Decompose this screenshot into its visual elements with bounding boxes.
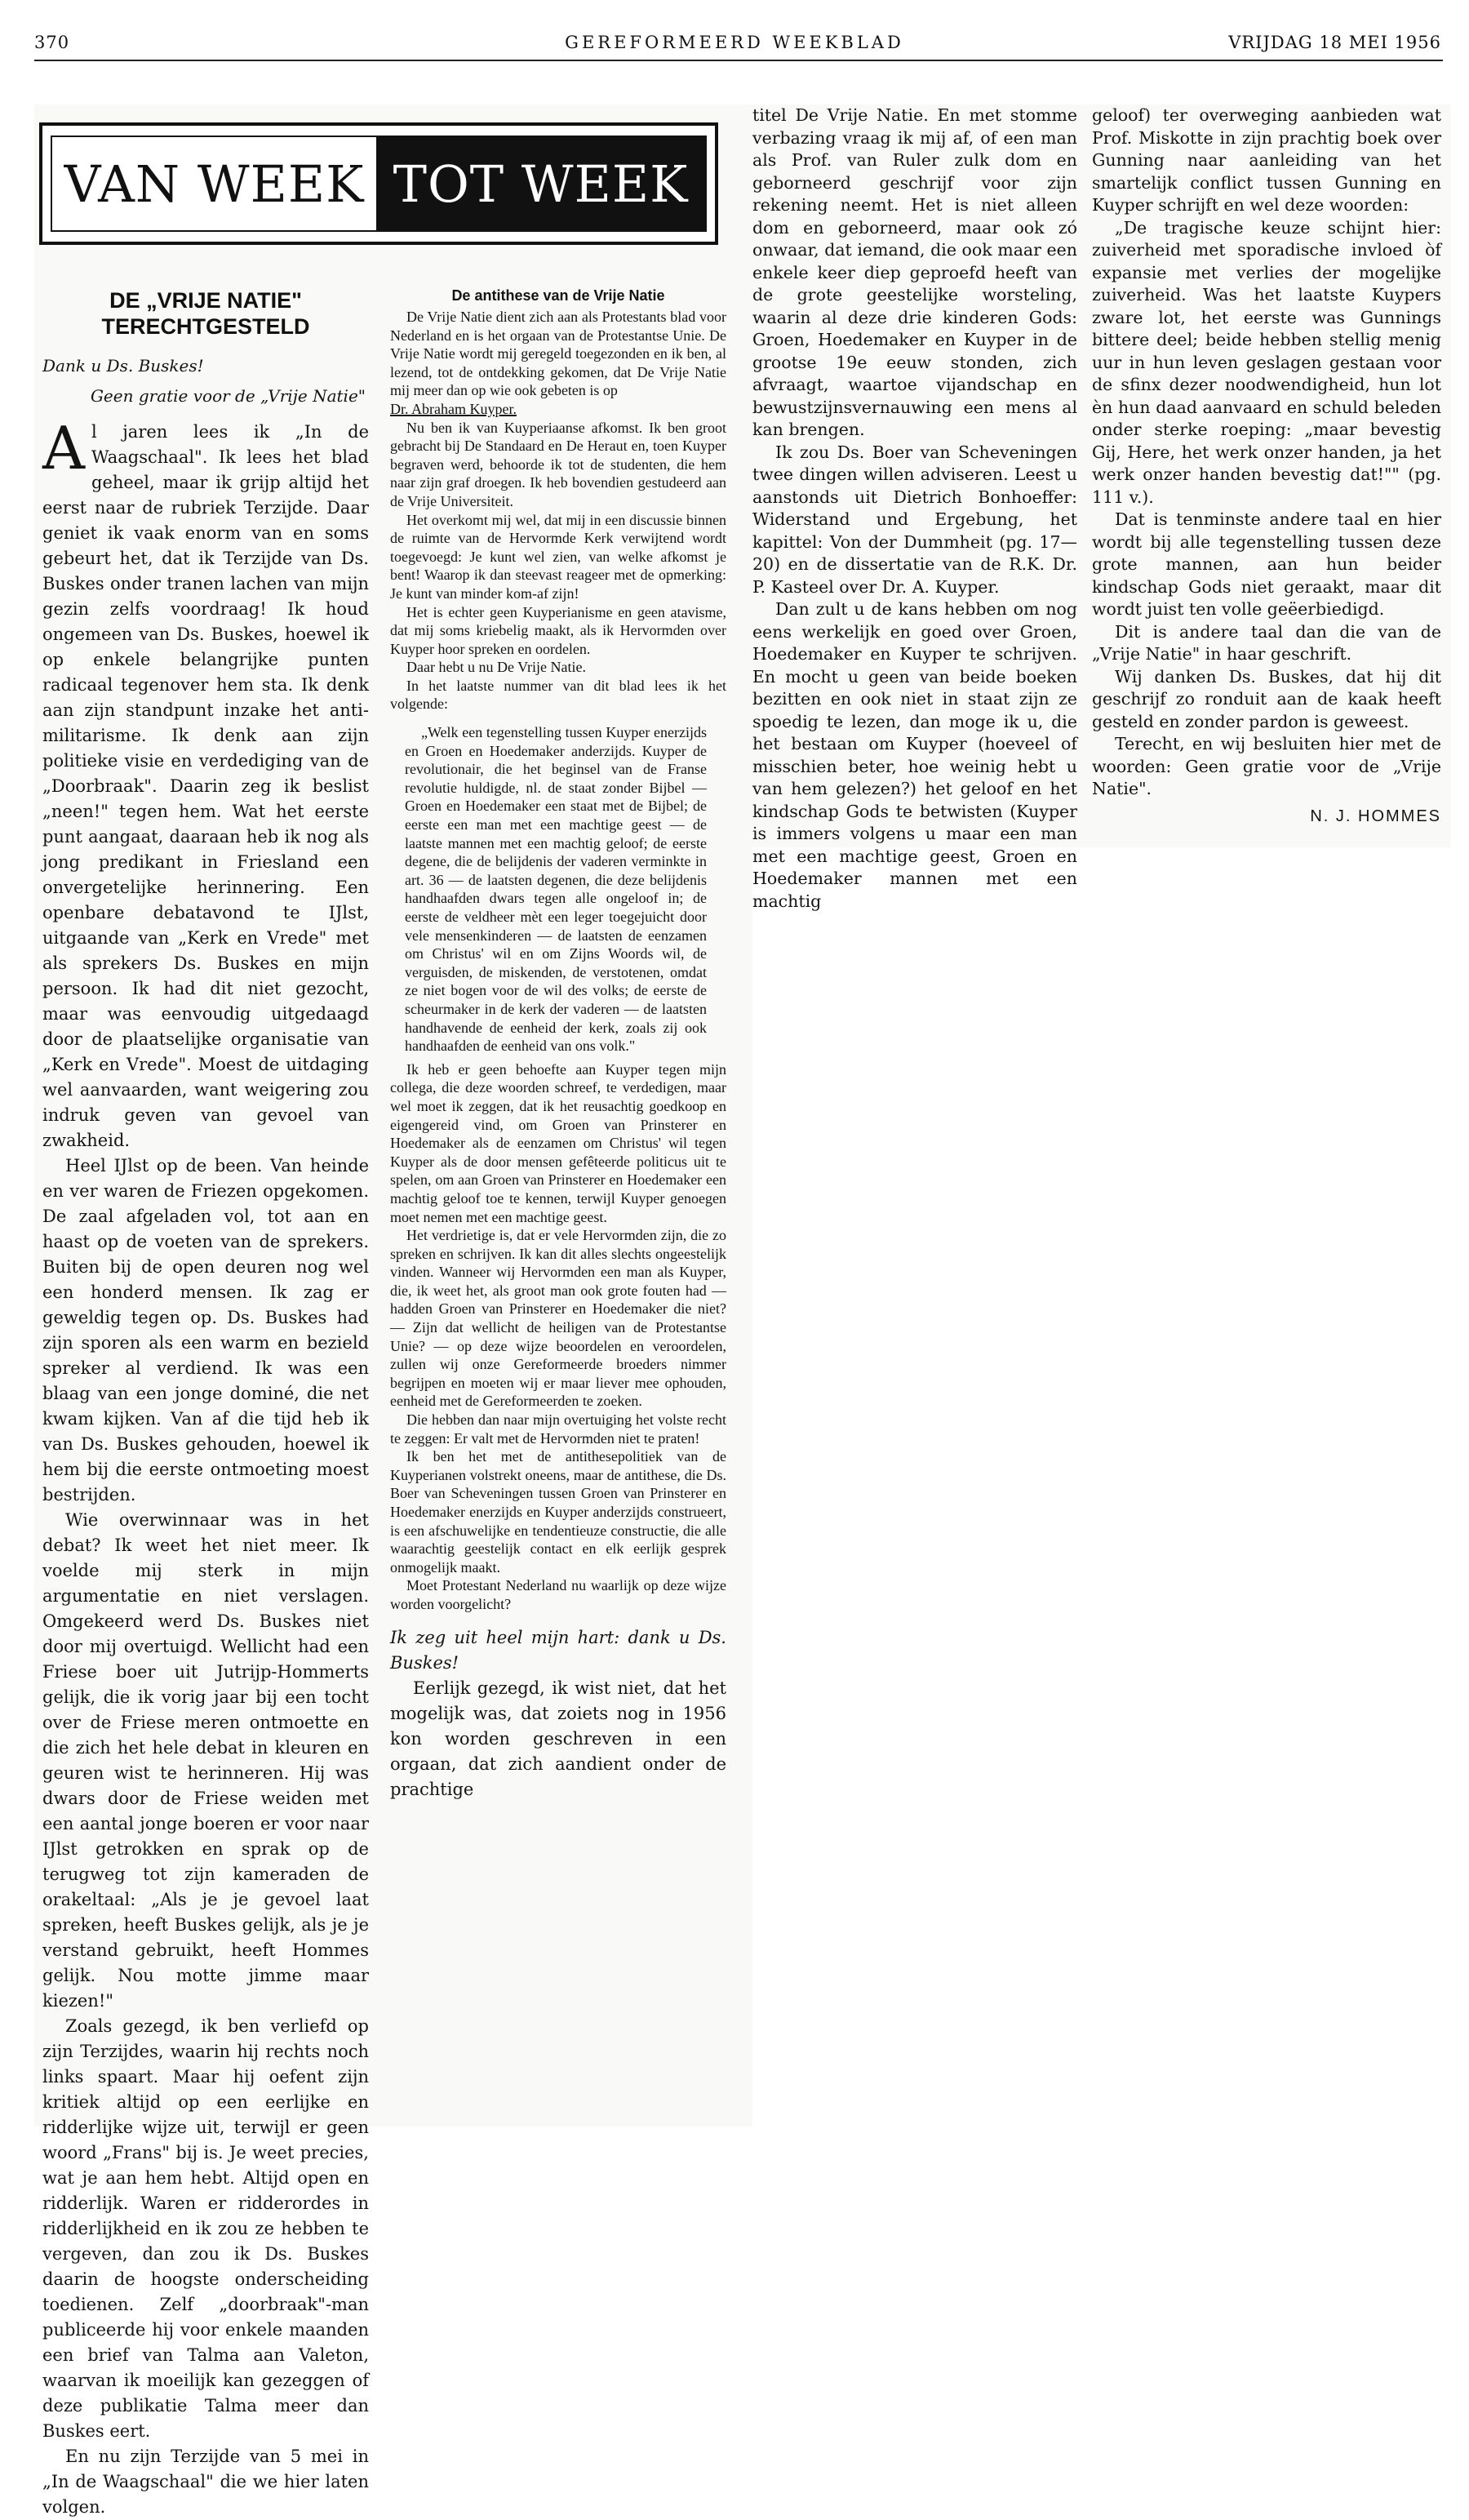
quoted-paragraph: Nu ben ik van Kuyperiaanse afkomst. Ik ben groot gebracht bij De Standaard en De Heraut en, toen Kuyper begraven werd, behoorde ik tot de studenten, die hem naar zijn graf droegen. Ik heb bovendien gestudeerd aan de Vrije Universiteit. (390, 419, 726, 509)
column-3 (752, 104, 1077, 913)
paragraph: Dit is andere taal dan die van de „Vrije Natie" in haar geschrift. (1092, 621, 1441, 664)
header-rule (34, 60, 1443, 61)
quoted-paragraph: Ik heb er geen behoefte aan Kuyper tegen mijn collega, die deze woorden schreef, te verdedigen, maar wel moet ik zeggen, dat ik het reusachtig goedkoop en eigengereid vind, om Groen van Prinsterer en Hoedemaker als de eenzamen om Christus' wil tegen Kuyper als de door mensen gefêteerde politicus uit te spelen, om aan Groen van Prinsterer en Hoedemaker een machtig geloof toe te kennen, terwijl Kuyper genoegen moet nemen met een machtige geest. (390, 1060, 726, 1225)
paragraph: geloof) ter overweging aanbieden wat Prof. Miskotte in zijn prachtig boek over Gunning naar aanleiding van het smartelijk conflict tussen Gunning en Kuyper schrijft en wel deze woorden: (1092, 105, 1441, 215)
publication-title: GEREFORMEERD WEEKBLAD (565, 33, 904, 52)
author-signature: N. J. HOMMES (1310, 807, 1441, 825)
page-number: 370 (34, 33, 70, 52)
block-quote: „Welk een tegenstelling tussen Kuyper enerzijds en Groen en Hoedemaker anderzijds. Kuyper de revolutionair, die het beginsel van de Franse revolutie huldigde, nl. de staat zonder Bijbel — Groen en Hoedemaker een staat met de Bijbel; de eerste een man met een machtige geest — de laatste mannen met een machtig geloof; de eerste degene, die de belijdenis der vaderen verminkte in art. 36 — de laatsten degenen, die deze belijdenis handhaafden dwars tegen alle ongeloof in; de eerste de veldheer mèt een leger toegejuicht door vele mensenkinderen — de laatsten de eenzamen om Christus' wil en om Zijns Woords wil, de verguisden, de miskenden, de verstotenen, omdat ze niet bogen voor de wil des volks; de eerste de scheurmaker in de kerk der vaderen — de laatsten handhavende de eenheid der kerk, zoals zij ook handhaafden de eenheid van ons volk." (405, 724, 707, 1055)
underlined-name: Dr. Abraham Kuyper. (390, 400, 517, 417)
banner-inner (51, 136, 707, 232)
paragraph (42, 414, 369, 1153)
quoted-paragraph: Ik ben het met de antithesepolitiek van de Kuyperianen volstrekt oneens, maar de antithese, die Ds. Boer van Scheveningen tussen Groen van Prinsterer en Hoedemaker enerzijds en Kuyper anderzijds construeert, is een afschuwelijke en tendentieuze constructie, die alle waarachtig geestelijk contact en elk eerlijk gesprek onmogelijk maakt. (390, 1448, 726, 1576)
paragraph: titel De Vrije Natie. En met stomme verbazing vraag ik mij af, of een man als Prof. van Ruler zulk dom en geborneerd geschrijf voor zijn rekening neemt. Het is niet alleen dom en geborneerd, maar ook zó onwaar, dat iemand, die ook maar een enkele keer diep geproefd heeft van de grote geestelijke worsteling, waarin al deze drie kinderen Gods: Groen, Hoedemaker en Kuyper in de grootse 19e eeuw stonden, zich afvraagt, waartoe vijandschap en bewustzijnsvernauwing een mens al kan brengen. (752, 105, 1077, 439)
paragraph: Zoals gezegd, ik ben verliefd op zijn Terzijdes, waarin hij rechts noch links spaart. Maar hij oefent zijn kritiek altijd op een eerlijke en ridderlijke wijze uit, terwijl er geen woord „Frans" bij is. Je weet precies, wat je aan hem hebt. Altijd open en ridderlijk. Waren er ridderordes in ridderlijkheid en ik zou ze hebben te vergeven, dan zou ik Ds. Buskes daarin de hoogste onderscheiding toedienen. Zelf „doorbraak"-man publiceerde hij voor enkele maanden een brief van Talma aan Valeton, waarvan ik moeilijk kan gezeggen of deze publikatie Talma meer dan Buskes eert. (42, 2016, 369, 2441)
quoted-paragraph: De Vrije Natie dient zich aan als Protestants blad voor Nederland en is het orgaan van de Protestantse Unie. De Vrije Natie wordt mij geregeld toegezonden en ik ben, al lezend, tot de ontdekking gekomen, dat De Vrije Natie mij meer dan op wie ook gebeten is op (390, 309, 726, 399)
column-banner (39, 122, 718, 245)
quoted-paragraph: Het is echter geen Kuyperianisme en geen atavisme, dat mij soms kriebelig maakt, als ik Hervormden over Kuyper hoor spreken en oordelen. (390, 603, 726, 657)
paragraph: Heel IJlst op de been. Van heinde en ver waren de Friezen opgekomen. De zaal afgeladen vol, tot aan en haast op de voeten van de sprekers. Buiten bij de open deuren nog wel een honderd mensen. Ik zag er geweldig tegen op. Ds. Buskes had zijn sporen als een warm en bezield spreker al verdiend. Ik was een blaag van een jonge dominé, die net kwam kijken. Van af die tijd heb ik van Ds. Buskes gehouden, hoewel ik hem bij die eerste ontmoeting moest bestrijden. (42, 1156, 369, 1504)
paragraph: „De tragische keuze schijnt hier: zuiverheid met sporadische invloed òf expansie met verlies der mogelijke zuiverheid. Was het laatste Kuypers zware lot, het eerste was Gunnings bittere deel; beide hebben stellig menig uur in hun leven geslagen gestaan voor de sfinx dezer noodwendigheid, hun lot èn hun daad aanvaard en schuld beleden onder sterke roeping: „maar bevestig Gij, Here, het werk onzer handen, ja het werk onzer handen bevestig dat!"" (pg. 111 v.). (1092, 217, 1441, 507)
article-headline: DE „VRIJE NATIE" TERECHTGESTELD (101, 288, 310, 339)
quoted-paragraph: Het verdrietige is, dat er vele Hervormden zijn, die zo spreken en schrijven. Ik kan dit alles slechts ongeestelijk vinden. Wanneer wij Hervormden een man als Kuyper, die, ik weet het, als groot man ook grote fouten had — hadden Groen van Prinsterer en Hoedemaker die niet? — Zijn dat wellicht de heiligen van de Protestantse Unie? — op deze wijze beoordelen en veroordelen, zullen wij onze Gereformeerde broeders nimmer begrijpen en moeten wij er maar liever mee ophouden, eenheid met de Gereformeerden te zoeken. (390, 1227, 726, 1410)
paragraph: Dan zult u de kans hebben om nog eens werkelijk en goed over Groen, Hoedemaker en Kuyper te schrijven. En mocht u geen van beide boeken bezitten en ook niet in staat zijn ze spoedig te lezen, dan moge ik u, die het bestaan om Kuyper (hoeveel of misschien beter, hoe weinig hebt u van hem gelezen?) het geloof en het kindschap Gods te betwisten (Kuyper is immers volgens u maar een man met een machtige geest, Groen en Hoedemaker mannen met een machtig (752, 599, 1077, 911)
paragraph: Terecht, en wij besluiten hier met de woorden: Geen gratie voor de „Vrije Natie". (1092, 734, 1441, 798)
paragraph: Ik zou Ds. Boer van Scheveningen twee dingen willen adviseren. Leest u aanstonds uit Dietrich Bonhoeffer: Widerstand und Ergebung, het kapittel: Von der Dummheit (pg. 17—20) en de dissertatie van de R.K. Dr. P. Kasteel over Dr. A. Kuyper. (752, 442, 1077, 597)
quoted-paragraph: Het overkomt mij wel, dat mij in een discussie binnen de ruimte van de Hervormde Kerk verwijtend wordt toegevoegd: Je kunt wel zien, van welke afkomst je bent! Waarop ik dan steevast reageer met de opmerking: Je kunt van minder kom-af zijn! (390, 511, 726, 602)
kicker-no-mercy: Geen gratie voor de „Vrije Natie" (90, 386, 366, 406)
quoted-paragraph: Die hebben dan naar mijn overtuiging het volste recht te zeggen: Er valt met de Hervormden niet te praten! (390, 1411, 726, 1447)
column-4 (1092, 104, 1441, 826)
paragraph-text: l jaren lees ik „In de Waagschaal". Ik lees het blad geheel, maar ik grijp altijd het eerst naar de rubriek Terzijde. Daar geniet ik vaak enorm van en soms gebeurt het, dat ik Terzijde van Ds. Buskes onder tranen lachen van mijn gezin zelfs voordraag! Ik houd ongemeen van Ds. Buskes, hoewel ik op enkele belangrijke punten radicaal tegenover hem sta. Ik denk aan zijn standpunt inzake het anti-militarisme. Ik denk aan zijn politieke visie en verdediging van de „Doorbraak". Daarin zeg ik beslist „neen!" tegen hem. Wat het eerste punt aangaat, daaraan heb ik nog als jong predikant in Friesland een onvergetelijke herinnering. Een openbare debatavond te IJlst, uitgaande van „Kerk en Vrede" met als sprekers Ds. Buskes en mijn persoon. Ik had dit niet gezocht, maar was eenvoudig uitgedaagd door de plaatselijke organisatie van „Kerk en Vrede". Moest de uitdaging wel aanvaarden, want weigering zou indruk geven van gevoel van zwakheid. (42, 422, 369, 1150)
paragraph: Eerlijk gezegd, ik wist niet, dat het mogelijk was, dat zoiets nog in 1956 kon worden geschreven in een orgaan, dat zich aandient onder de prachtige (390, 1678, 726, 1799)
column-2 (390, 287, 726, 1802)
paragraph: Wie overwinnaar was in het debat? Ik weet het niet meer. Ik voelde mij sterk in mijn argumentatie en niet verslagen. Omgekeerd werd Ds. Buskes niet door mij overtuigd. Wellicht had een Friese boer uit Jutrijp-Hommerts gelijk, die ik vorig jaar bij een tocht over de Friese meren ontmoette en die zich het hele debat in kleuren en geuren wist te herinneren. Hij was dwars door de Friese weiden met een aantal jonge boeren er voor naar IJlst getrokken en sprak op de terugweg tot zijn kameraden de orakeltaal: „Als je je gevoel laat spreken, heeft Buskes gelijk, als je je verstand gebruikt, heeft Hommes gelijk. Nou motte jimme maar kiezen!" (42, 1510, 369, 2011)
banner-right: TOT WEEK (376, 137, 705, 230)
column-1 (42, 287, 369, 2520)
paragraph: Wij danken Ds. Buskes, dat hij dit geschrijf zo ronduit aan de kaak heeft gesteld en zonder pardon is geweest. (1092, 666, 1441, 731)
thanks-line: Ik zeg uit heel mijn hart: dank u Ds. Buskes! (390, 1627, 726, 1673)
kicker-thanks: Dank u Ds. Buskes! (42, 356, 204, 376)
issue-date: VRIJDAG 18 MEI 1956 (1228, 33, 1441, 52)
quoted-article-subhead: De antithese van de Vrije Natie (451, 287, 665, 304)
drop-cap: A (42, 414, 85, 482)
quoted-paragraph: In het laatste nummer van dit blad lees ik het volgende: (390, 677, 726, 713)
quoted-paragraph: Moet Protestant Nederland nu waarlijk op deze wijze worden voorgelicht? (390, 1577, 726, 1612)
quoted-paragraph: Daar hebt u nu De Vrije Natie. (406, 659, 587, 676)
paragraph: Dat is tenminste andere taal en hier wordt bij alle tegenstelling tussen deze grote mannen, aan hun beider kindschap Gods niet geraakt, maar dit wordt juist ten volle geëerbiedigd. (1092, 509, 1441, 619)
banner-left: VAN WEEK (52, 137, 376, 230)
paragraph: En nu zijn Terzijde van 5 mei in „In de Waagschaal" die we hier laten volgen. (42, 2447, 369, 2517)
